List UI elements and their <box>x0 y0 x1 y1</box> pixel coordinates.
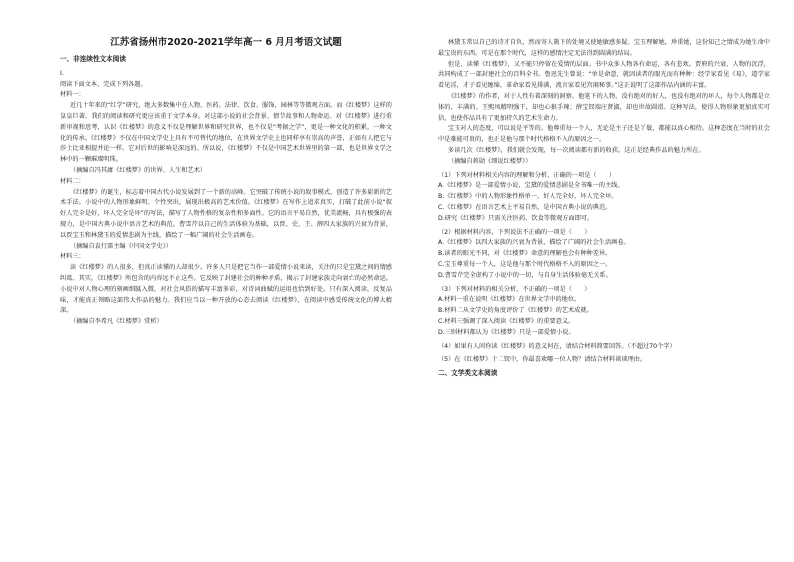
material-3-label: 材料三： <box>60 253 85 261</box>
reading-source: （摘编自蒋勋《细说红楼梦》） <box>447 157 532 165</box>
question-3-option: B.材料二从文学史的角度评价了《红楼梦》的艺术成就。 <box>438 307 593 315</box>
material-1-text: 近几十年来的“红学”研究，绝大多数集中在人物、医药、法律、饮食、服饰、园林等等微观方面。而《红楼梦》这样的皇皇巨著，我们的阅读和研究更应该重于文学本身。对这部小说的社会背景、情节故事和人物命运。对《红楼梦》进行重新审视和思考，认识《红楼梦》的意义不仅是理解世界和研究世界，也不仅是“考据之学”，更是一种文化的积累，一种文化的传承。《红楼梦》不仅在中国文学史上具有不可替代的地位，在世界文学史上也同样享有崇高的声誉，正如有人把它与莎士比亚相提并论一样。它对后世的影响是深远的。所以说，《红楼梦》不仅是中国艺术世界里的第一部，也是世界文学之林中的一颗璀璨明珠。 <box>60 102 392 164</box>
question-2-option: B.读者的眼光不同，对《红楼梦》命意的理解也会有种种差异。 <box>438 250 612 258</box>
question-1-option: C.《红楼梦》在语言艺术上平易自然，是中国古典小说的典范。 <box>438 203 612 211</box>
instruction: 阅读下面文本，完成下列各题。 <box>60 80 147 88</box>
material-1-source: （摘编自冯其庸《红楼梦》的世界、人生和艺术） <box>69 166 207 174</box>
question-1-option: B.《红楼梦》中的人物形象性格单一，好人完全好，坏人完全坏。 <box>438 193 618 201</box>
question-1-option: D.研究《红楼梦》只需关注医药、饮食等微观方面即可。 <box>438 214 594 222</box>
question-3: （3）下列对材料的相关分析，不正确的一项是（ ） <box>438 285 591 293</box>
reading-paragraph: 《红楼梦》的作者，对于人性有着深刻的洞察。他笔下的人物，没有绝对的好人，也没有绝对的坏人，每个人物都是立体的、丰满的。王熙凤精明强干，却也心狠手辣；薛宝钗端庄贤淑，却也世故圆滑。这种写法，使得人物形象更加真实可信，也使作品具有了更加持久的艺术生命力。 <box>438 92 770 122</box>
question-1-option: A.《红楼梦》是一部爱情小说，宝黛的爱情悲剧是全书唯一的主线。 <box>438 182 624 190</box>
section-heading-2: 二、文学类文本阅读 <box>438 369 498 378</box>
material-3-source: （摘编自李希凡《红楼梦》赏析） <box>69 318 163 326</box>
material-2-source: （摘编自袁行霈主编《中国文学史》） <box>69 242 172 250</box>
question-3-option: C.材料三强调了深入阅读《红楼梦》的重要意义。 <box>438 317 575 325</box>
question-1: （1）下列对材料相关内容的理解和分析，正确的一项是（ ） <box>438 171 616 179</box>
right-column <box>438 38 770 383</box>
material-1-label: 材料一： <box>60 91 85 99</box>
question-2-option: C.宝玉尊重每一个人，这是他与那个时代格格不入的原因之一。 <box>438 260 612 268</box>
material-2-label: 材料二： <box>60 177 85 185</box>
reading-paragraph: 多读几次《红楼梦》，我们就会发现，每一次阅读都有新的收获。这正是经典作品的魅力所在。 <box>447 146 705 154</box>
question-4: （4）如果有人问你读《红楼梦》的意义何在，请结合材料简要回答。（不超过70个字） <box>438 342 676 350</box>
material-3-text: 读《红楼梦》的人很多，但真正读懂的人却很少。许多人只是把它当作一部爱情小说来读，关注的只是宝黛之间的情感纠葛。其实，《红楼梦》所包含的内容远不止这些。它反映了封建社会的种种矛盾，揭示了封建家族走向衰亡的必然命运。小说中对人物心理的刻画细腻入微，对社会风俗的描写丰富多彩，对诗词曲赋的运用也恰到好处。只有深入阅读，反复品味，才能真正领略这部伟大作品的魅力。我们应当以一种开放的心态去阅读《红楼梦》，在阅读中感受传统文化的博大精深。 <box>60 264 392 315</box>
question-3-option: A.材料一重在说明《红楼梦》在世界文学中的地位。 <box>438 296 581 304</box>
reading-paragraph: 但是，读懂《红楼梦》，又不能只停留在爱情的层面。书中众多人物各有命运，各有悲欢。贾府的兴衰、人物的沉浮，共同构成了一部封建社会的百科全书。鲁迅先生曾说：“单是命意，就因读者的眼光而有种种：经学家看见《易》，道学家看见淫，才子看见缠绵，革命家看见排满，流言家看见宫闱秘事。”这正说明了这部作品内涵的丰富。 <box>438 60 770 90</box>
question-3-option: D.三则材料都认为《红楼梦》只是一部爱情小说。 <box>438 328 575 336</box>
roman-numeral: I. <box>60 69 64 77</box>
question-2-option: A.《红楼梦》以四大家族的兴衰为背景，描绘了广阔的社会生活画卷。 <box>438 239 630 247</box>
question-2-option: D.曹雪芹完全虚构了小说中的一切，与自身生活体验毫无关系。 <box>438 271 612 279</box>
question-2: （2）根据材料内容，下列说法不正确的一项是（ ） <box>438 228 591 236</box>
section-heading: 一、非连续性文本阅读 <box>60 55 126 63</box>
reading-paragraph: 林黛玉常以自己的诗才自负，然而寄人篱下的处境又使她敏感多疑。宝玉理解她，珍重她，这份知己之情成为她生命中最宝贵的东西。可是在那个时代，这样的感情注定无法得到圆满的结局。 <box>438 39 770 57</box>
reading-paragraph: 宝玉对人的态度，可以说是平等的。他尊重每一个人，无论是主子还是丫鬟，都能以真心相待。这种态度在当时的社会中是难能可贵的，也正是他与那个时代格格不入的原因之一。 <box>438 125 770 144</box>
material-2-text: 《红楼梦》的诞生，标志着中国古代小说发展到了一个新的高峰。它突破了传统小说的叙事模式，创造了许多崭新的艺术手法。小说中的人物形象鲜明、个性突出，展现出极高的艺术价值。《红楼梦》在写作上追求真实，打破了此前小说“叙好人完全是好，坏人完全是坏”的写法，描写了人物性格的复杂性和多面性。它的语言平易自然，优美流畅，具有极强的表现力，是中国古典小说中语言艺术的典范。曹雪芹以自己的生活体验为基础，以贾、史、王、薛四大家族的兴衰为背景，以贾宝玉和林黛玉的爱情悲剧为主线，描绘了一幅广阔的社会生活画卷。 <box>60 188 392 239</box>
page-title: 江苏省扬州市2020-2021学年高一 6 月月考语文试题 <box>110 37 342 48</box>
left-column <box>60 36 392 328</box>
question-5: （5）在《红楼梦》十二钗中，你最喜欢哪一位人物？请结合材料谈谈理由。 <box>438 356 647 364</box>
